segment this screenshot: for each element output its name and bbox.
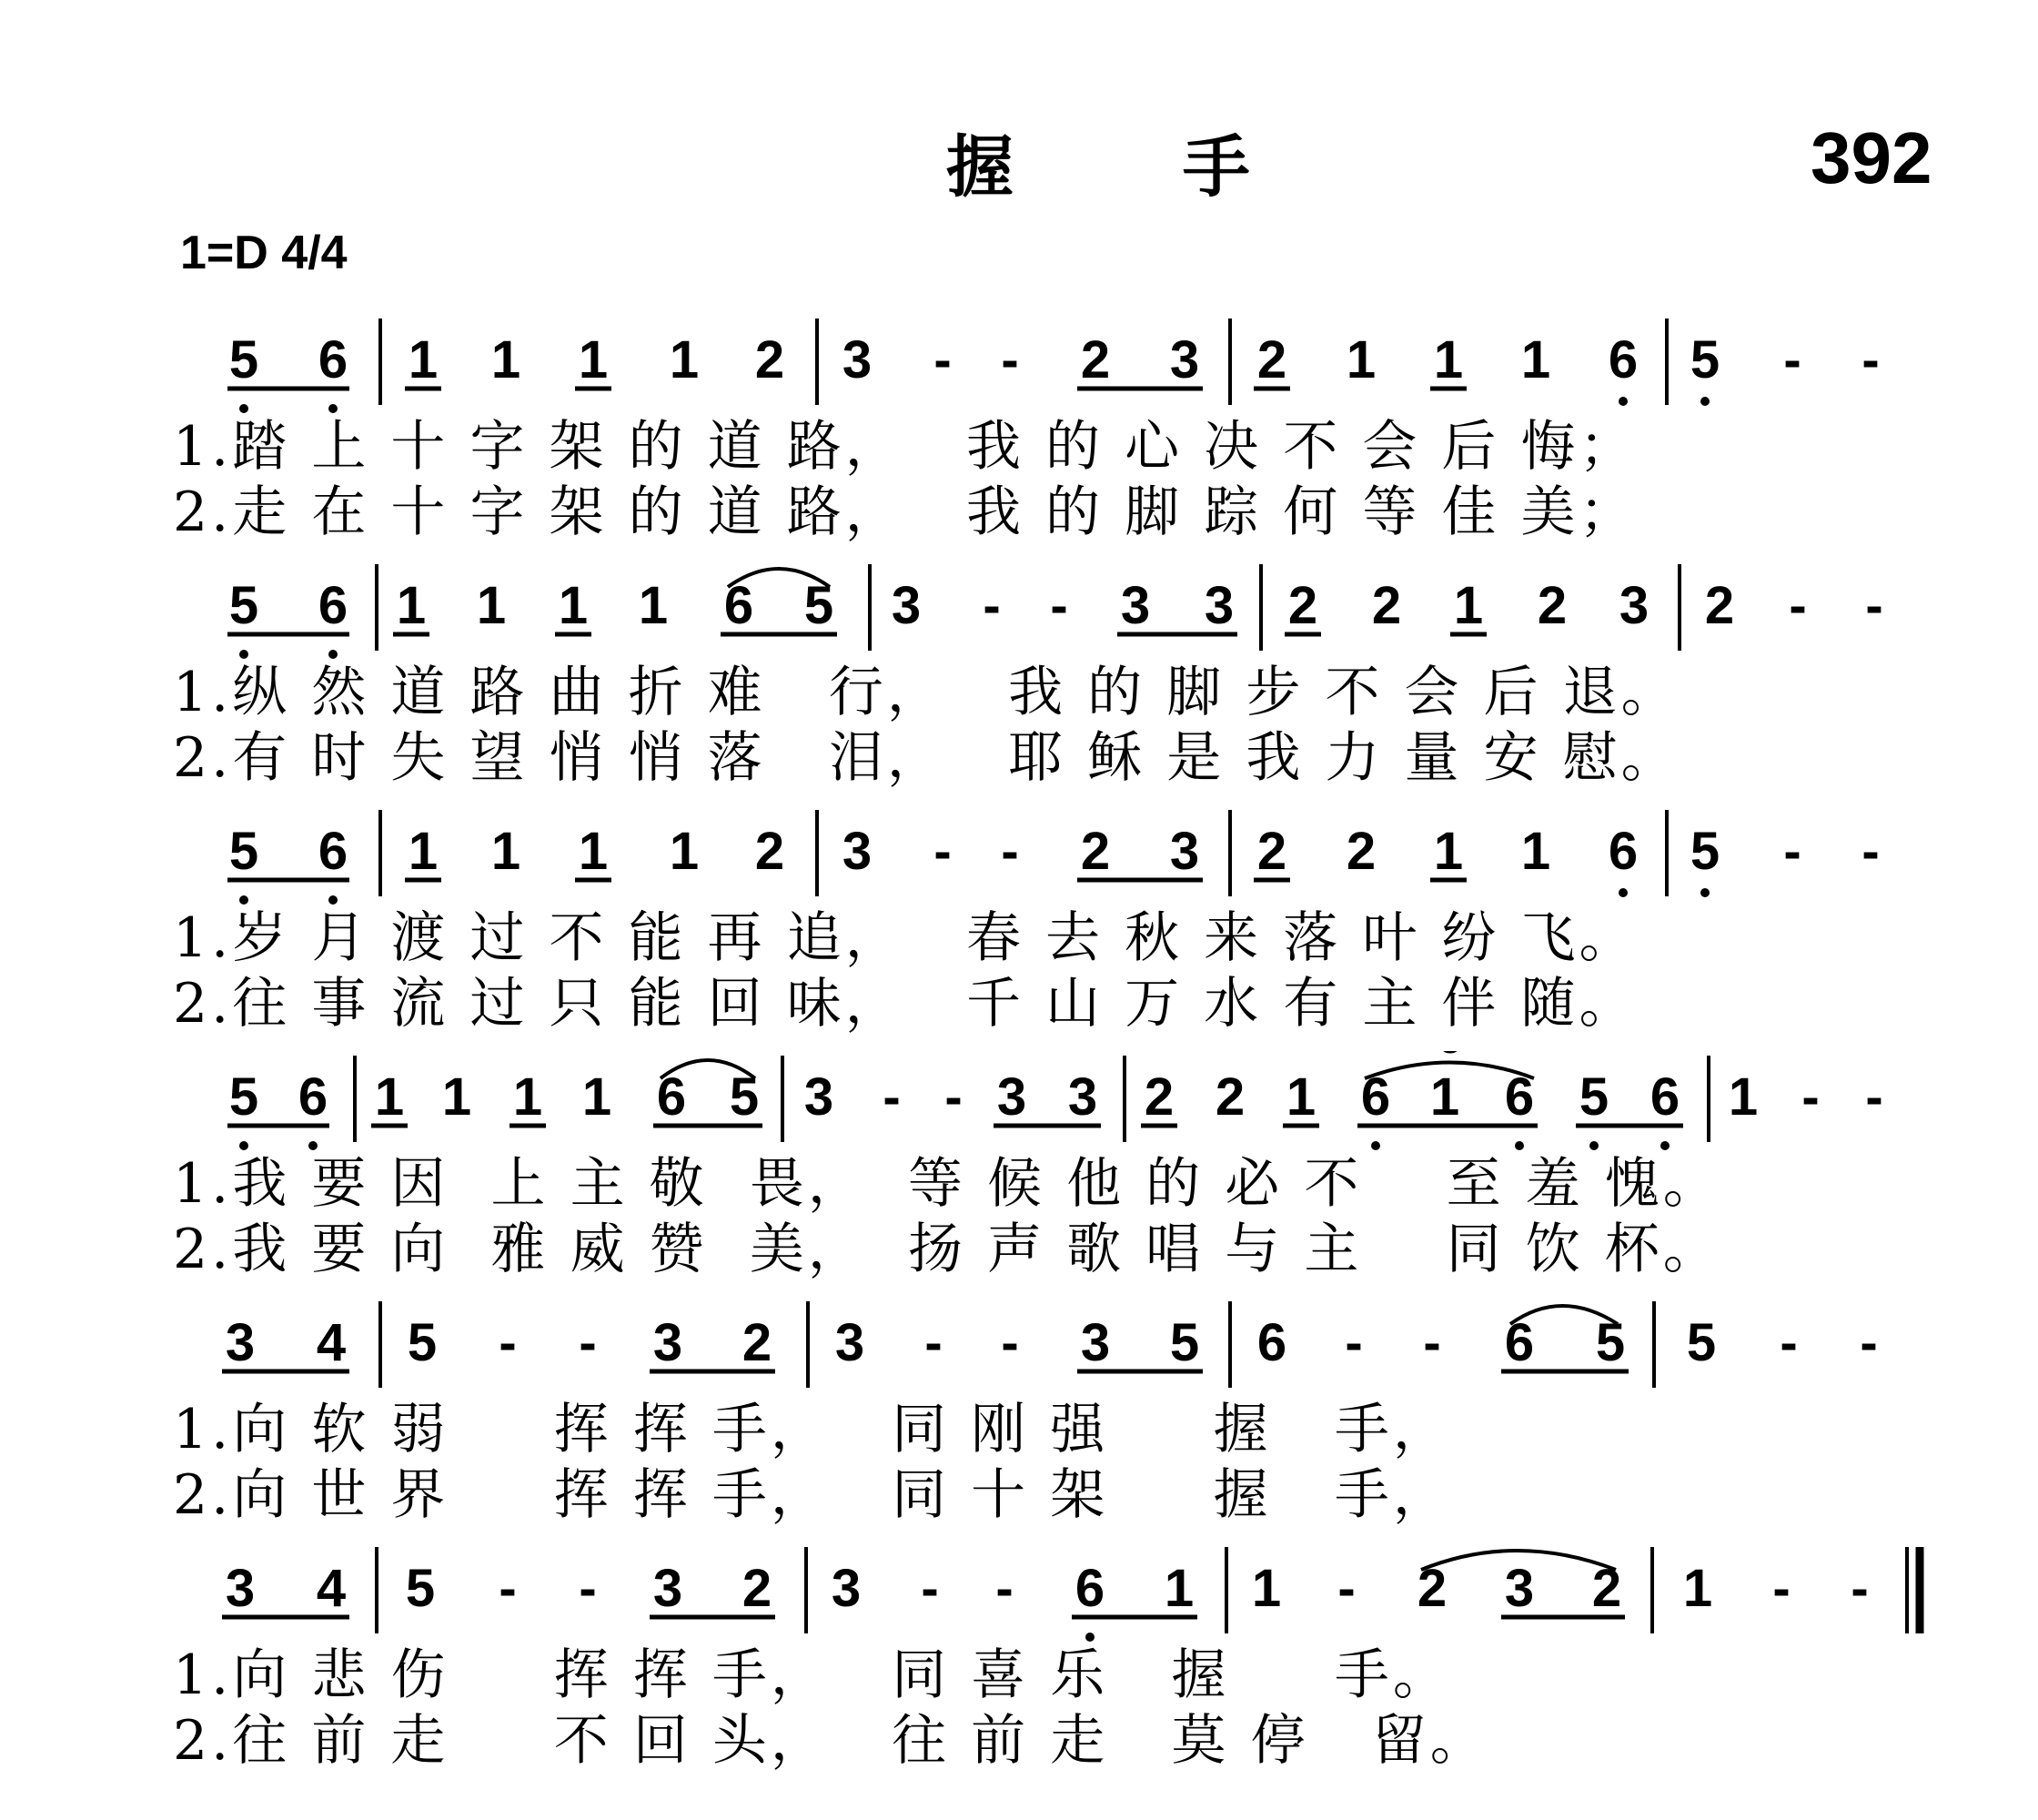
lyric-verse-2: 2.向 世 界 挥 挥 手， 同 十 架 握 手，: [173, 1463, 1451, 1527]
svg-text:-: -: [1861, 330, 1880, 389]
svg-text:3: 3: [652, 1559, 683, 1618]
svg-text:1: 1: [669, 330, 700, 389]
lyric-verse-1: 1.踏 上 十 字 架 的 道 路， 我 的 心 决 不 会 后 悔；: [173, 415, 1638, 479]
svg-text:5: 5: [1595, 1313, 1626, 1372]
svg-text:1: 1: [490, 822, 521, 881]
key-signature: 1=D 4/4: [180, 227, 348, 279]
svg-text:3: 3: [1204, 576, 1235, 635]
svg-text:-: -: [1865, 576, 1883, 635]
svg-text:1: 1: [578, 330, 609, 389]
svg-text:5: 5: [228, 576, 259, 635]
score-line-5: [0, 1297, 2038, 1542]
svg-text:5: 5: [1579, 1067, 1609, 1127]
hymn-number: 392: [1811, 117, 1932, 198]
svg-text:-: -: [1001, 330, 1019, 389]
svg-text:-: -: [1860, 1313, 1878, 1372]
svg-text:6: 6: [1608, 822, 1639, 881]
svg-text:1: 1: [1433, 330, 1464, 389]
svg-text:-: -: [1783, 330, 1801, 389]
svg-text:3: 3: [1067, 1067, 1098, 1127]
svg-text:-: -: [995, 1559, 1014, 1618]
svg-text:6: 6: [1360, 1067, 1391, 1127]
svg-text:2: 2: [1144, 1067, 1175, 1127]
svg-text:6: 6: [723, 576, 754, 635]
svg-text:-: -: [1001, 1313, 1019, 1372]
svg-text:-: -: [1423, 1313, 1441, 1372]
svg-text:-: -: [1780, 1313, 1798, 1372]
svg-text:5: 5: [228, 1067, 259, 1127]
svg-text:3: 3: [225, 1313, 256, 1372]
svg-text:6: 6: [1504, 1067, 1535, 1127]
svg-text:1: 1: [1453, 576, 1484, 635]
svg-text:-: -: [933, 330, 952, 389]
svg-text:-: -: [579, 1559, 597, 1618]
svg-text:1: 1: [578, 822, 609, 881]
svg-text:5: 5: [1686, 1313, 1717, 1372]
svg-text:5: 5: [1690, 330, 1720, 389]
score-line-6: [0, 1542, 2038, 1788]
svg-text:-: -: [1001, 822, 1019, 881]
svg-text:2: 2: [754, 330, 785, 389]
svg-text:1: 1: [558, 576, 589, 635]
svg-text:2: 2: [1215, 1067, 1246, 1127]
svg-text:1: 1: [1164, 1559, 1195, 1618]
svg-text:6: 6: [1074, 1559, 1105, 1618]
lyric-verse-2: 2.走 在 十 字 架 的 道 路， 我 的 脚 踪 何 等 佳 美；: [173, 480, 1638, 544]
svg-text:-: -: [1772, 1559, 1791, 1618]
svg-text:5: 5: [407, 1313, 438, 1372]
svg-text:3: 3: [831, 1559, 862, 1618]
svg-text:2: 2: [754, 822, 785, 881]
svg-text:1: 1: [1520, 330, 1551, 389]
svg-text:6: 6: [656, 1067, 687, 1127]
svg-text:2: 2: [1371, 576, 1402, 635]
svg-text:-: -: [983, 576, 1001, 635]
svg-text:1: 1: [408, 330, 439, 389]
svg-text:4: 4: [316, 1313, 347, 1372]
svg-text:3: 3: [996, 1067, 1027, 1127]
lyric-verse-1: 1.向 悲 伤 挥 挥 手， 同 喜 乐 握 手。: [173, 1643, 1451, 1707]
svg-text:5: 5: [228, 822, 259, 881]
svg-text:3: 3: [1169, 822, 1200, 881]
svg-text:-: -: [499, 1313, 517, 1372]
svg-text:5: 5: [803, 576, 834, 635]
svg-text:3: 3: [1120, 576, 1151, 635]
svg-text:1: 1: [1251, 1559, 1282, 1618]
svg-text:3: 3: [1504, 1559, 1535, 1618]
svg-text:1: 1: [512, 1067, 543, 1127]
svg-text:1: 1: [476, 576, 507, 635]
svg-text:5: 5: [405, 1559, 436, 1618]
svg-text:6: 6: [298, 1067, 328, 1127]
svg-text:1: 1: [441, 1067, 472, 1127]
svg-text:-: -: [921, 1559, 939, 1618]
svg-text:3: 3: [1169, 330, 1200, 389]
lyric-verse-2: 2.我 要 向 雅 威 赞 美， 扬 声 歌 唱 与 主 同 饮 杯。: [173, 1218, 1721, 1281]
svg-text:3: 3: [225, 1559, 256, 1618]
svg-text:2: 2: [1704, 576, 1735, 635]
svg-text:-: -: [933, 822, 952, 881]
lyric-verse-2: 2.往 前 走 不 回 头， 往 前 走 莫 停 留。: [173, 1709, 1488, 1773]
svg-text:-: -: [883, 1067, 901, 1127]
svg-text:2: 2: [742, 1313, 772, 1372]
svg-text:-: -: [1801, 1067, 1820, 1127]
svg-text:5: 5: [729, 1067, 760, 1127]
svg-text:-: -: [1337, 1559, 1356, 1618]
svg-text:-: -: [1861, 822, 1880, 881]
svg-text:2: 2: [1287, 576, 1318, 635]
svg-text:3: 3: [891, 576, 922, 635]
svg-text:2: 2: [742, 1559, 772, 1618]
svg-text:-: -: [1865, 1067, 1883, 1127]
svg-text:3: 3: [834, 1313, 865, 1372]
lyric-verse-2: 2.往 事 流 过 只 能 回 味， 千 山 万 水 有 主 伴 随。: [173, 972, 1638, 1036]
score-line-2: [0, 560, 2038, 805]
lyric-verse-2: 2.有 时 失 望 悄 悄 落 泪， 耶 稣 是 我 力 量 安 慰。: [173, 726, 1680, 790]
lyric-verse-1: 1.岁 月 渡 过 不 能 再 追， 春 去 秋 来 落 叶 纷 飞。: [173, 906, 1638, 970]
svg-text:1: 1: [396, 576, 427, 635]
svg-text:6: 6: [318, 576, 348, 635]
svg-text:1: 1: [638, 576, 669, 635]
svg-text:2: 2: [1537, 576, 1568, 635]
svg-text:3: 3: [1619, 576, 1650, 635]
svg-text:3: [1440, 1051, 1460, 1061]
svg-text:6: 6: [1650, 1067, 1680, 1127]
svg-text:6: 6: [318, 822, 348, 881]
svg-text:-: -: [1851, 1559, 1869, 1618]
svg-text:2: 2: [1346, 822, 1377, 881]
svg-text:2: 2: [1591, 1559, 1622, 1618]
svg-text:6: 6: [1256, 1313, 1287, 1372]
svg-text:-: -: [499, 1559, 517, 1618]
svg-text:-: -: [1345, 1313, 1363, 1372]
svg-text:1: 1: [1728, 1067, 1759, 1127]
svg-text:-: -: [1783, 822, 1801, 881]
lyric-verse-1: 1.我 要 因 上 主 敬 畏， 等 候 他 的 必 不 至 羞 愧。: [173, 1152, 1721, 1216]
svg-text:1: 1: [1346, 330, 1377, 389]
svg-text:-: -: [924, 1313, 943, 1372]
lyric-verse-1: 1.向 软 弱 挥 挥 手， 同 刚 强 握 手，: [173, 1398, 1451, 1461]
svg-text:1: 1: [581, 1067, 612, 1127]
svg-text:4: 4: [316, 1559, 347, 1618]
svg-text:3: 3: [652, 1313, 683, 1372]
svg-text:-: -: [944, 1067, 963, 1127]
hymn-title: 握 手: [946, 128, 1323, 207]
svg-text:-: -: [1789, 576, 1807, 635]
svg-text:3: 3: [842, 330, 873, 389]
svg-text:3: 3: [842, 822, 873, 881]
svg-text:1: 1: [1433, 822, 1464, 881]
svg-text:6: 6: [1504, 1313, 1535, 1372]
svg-text:2: 2: [1080, 330, 1111, 389]
score-line-4: [0, 1051, 2038, 1297]
svg-text:5: 5: [1690, 822, 1720, 881]
svg-text:6: 6: [1608, 330, 1639, 389]
svg-text:5: 5: [1169, 1313, 1200, 1372]
svg-text:3: 3: [1080, 1313, 1111, 1372]
svg-text:1: 1: [374, 1067, 405, 1127]
svg-text:3: 3: [803, 1067, 834, 1127]
lyric-verse-1: 1.纵 然 道 路 曲 折 难 行， 我 的 脚 步 不 会 后 退。: [173, 661, 1680, 724]
svg-text:1: 1: [1286, 1067, 1317, 1127]
score-line-1: [0, 314, 2038, 560]
svg-text:5: 5: [228, 330, 259, 389]
svg-text:1: 1: [669, 822, 700, 881]
svg-text:6: 6: [318, 330, 348, 389]
svg-text:1: 1: [1429, 1067, 1460, 1127]
svg-text:-: -: [1050, 576, 1068, 635]
score-line-3: [0, 805, 2038, 1051]
svg-text:-: -: [579, 1313, 597, 1372]
svg-text:1: 1: [1520, 822, 1551, 881]
svg-text:2: 2: [1080, 822, 1111, 881]
svg-text:2: 2: [1256, 330, 1287, 389]
svg-text:2: 2: [1256, 822, 1287, 881]
svg-text:1: 1: [1682, 1559, 1713, 1618]
svg-text:2: 2: [1417, 1559, 1448, 1618]
svg-text:1: 1: [490, 330, 521, 389]
svg-text:1: 1: [408, 822, 439, 881]
